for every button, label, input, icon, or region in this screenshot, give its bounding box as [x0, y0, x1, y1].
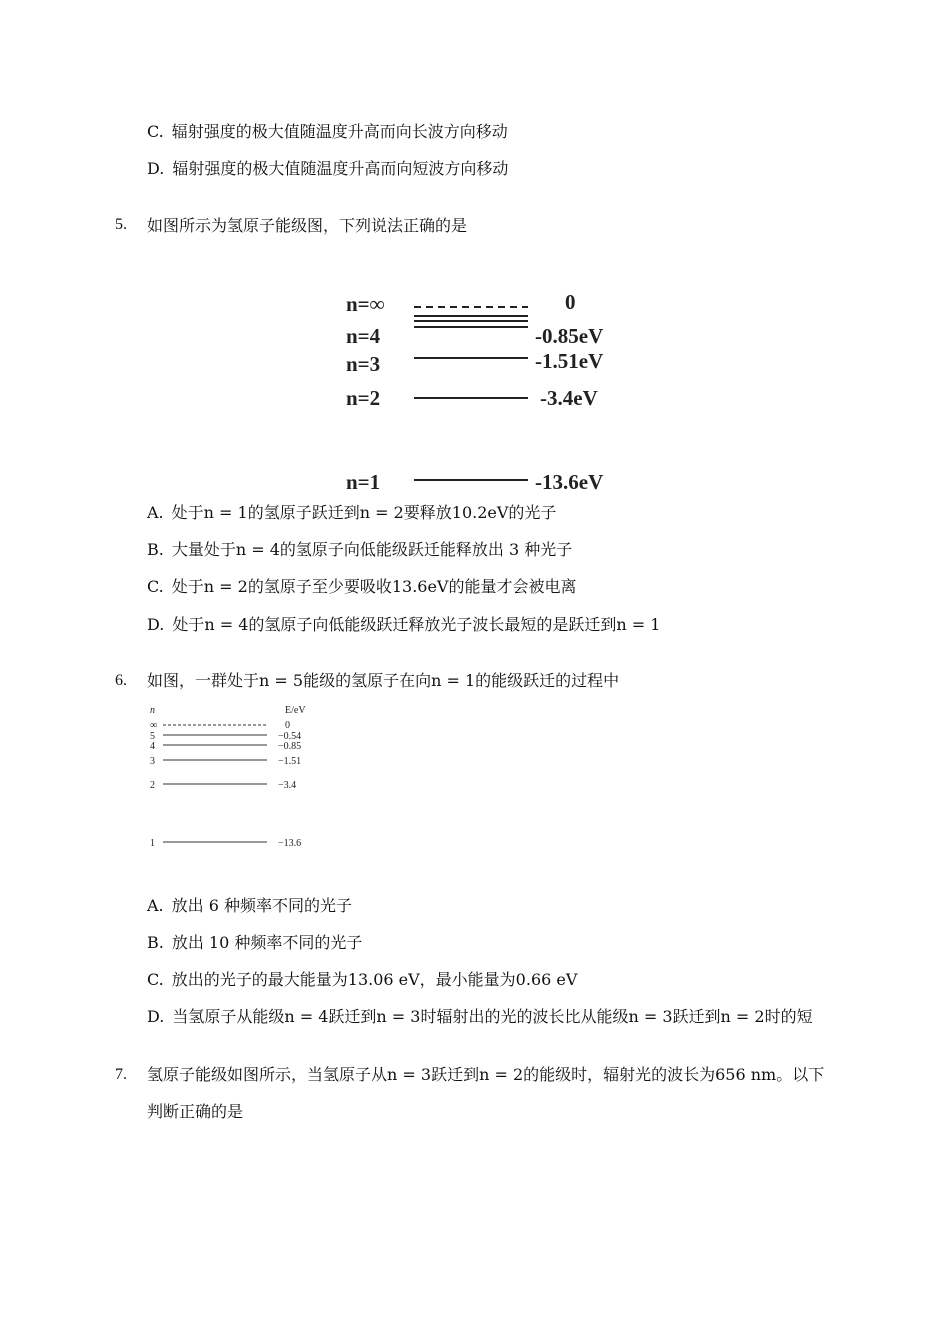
option-text: 放出 6 种频率不同的光子 — [171, 896, 352, 915]
q6-option-d — [147, 1007, 813, 1027]
q5-energy-label-inf: 0 — [565, 290, 576, 314]
option-text: 辐射强度的极大值随温度升高而向长波方向移动 — [171, 122, 508, 141]
q6-energy-label-1: −13.6 — [278, 838, 302, 849]
q6-level-label-5: 5 — [150, 731, 155, 742]
q5-option-c — [147, 577, 576, 597]
option-letter: C. — [147, 122, 164, 141]
option-letter: C. — [147, 970, 164, 989]
q6-level-label-3: 3 — [150, 756, 155, 767]
option-text: 处于n = 1的氢原子跃迁到n = 2要释放10.2eV的光子 — [171, 503, 557, 522]
q5-stem: 如图所示为氢原子能级图，下列说法正确的是 — [147, 216, 468, 235]
q5-energy-level-diagram — [330, 285, 630, 495]
q6-number: 6. — [115, 672, 127, 689]
q4-option-c — [147, 122, 508, 142]
q5-level-label-inf: n=∞ — [346, 292, 385, 316]
q5-option-a — [147, 503, 556, 523]
q4-option-d — [147, 159, 508, 179]
q6-energy-label-3: −1.51 — [278, 756, 302, 767]
q6-level-label-4: 4 — [150, 741, 155, 752]
q6-option-c — [147, 970, 577, 990]
q6-energy-label-4: −0.85 — [278, 741, 302, 752]
q5-energy-label-1: -13.6eV — [535, 470, 604, 494]
q5-level-label-4: n=4 — [346, 324, 381, 348]
q6-level-label-2: 2 — [150, 780, 155, 791]
option-letter: D. — [147, 1007, 165, 1026]
q7-number: 7. — [115, 1066, 127, 1083]
q5-energy-label-3: -1.51eV — [535, 349, 604, 373]
q5-option-b — [147, 540, 572, 560]
q6-level-label-1: 1 — [150, 838, 155, 849]
option-letter: A. — [147, 503, 164, 522]
option-letter: D. — [147, 159, 165, 178]
q6-option-a — [147, 896, 352, 916]
q6-energy-label-5: −0.54 — [278, 731, 302, 742]
q6-e-header: E/eV — [285, 705, 306, 716]
option-letter: B. — [147, 540, 164, 559]
q5-energy-label-4: -0.85eV — [535, 324, 604, 348]
q5-level-label-1: n=1 — [346, 470, 381, 494]
q7-stem-line2: 判断正确的是 — [147, 1102, 244, 1121]
option-letter: B. — [147, 933, 164, 952]
q5-level-label-2: n=2 — [346, 386, 381, 410]
option-letter: D. — [147, 615, 165, 634]
option-text: 处于n = 4的氢原子向低能级跃迁释放光子波长最短的是跃迁到n = 1 — [172, 615, 661, 634]
q6-level-label-inf: ∞ — [150, 720, 158, 731]
q6-n-header: n — [150, 705, 155, 716]
q6-energy-label-2: −3.4 — [278, 780, 297, 791]
option-letter: C. — [147, 577, 164, 596]
option-text: 辐射强度的极大值随温度升高而向短波方向移动 — [172, 159, 509, 178]
option-text: 放出的光子的最大能量为13.06 eV，最小能量为0.66 eV — [171, 970, 578, 989]
option-text: 放出 10 种频率不同的光子 — [171, 933, 363, 952]
option-text: 当氢原子从能级n = 4跃迁到n = 3时辐射出的光的波长比从能级n = 3跃迁到n = 2时的短 — [172, 1007, 813, 1026]
q6-energy-label-inf: 0 — [285, 720, 290, 731]
q5-number: 5. — [115, 216, 127, 233]
q6-energy-level-diagram — [145, 700, 345, 855]
option-text: 处于n = 2的氢原子至少要吸收13.6eV的能量才会被电离 — [171, 577, 577, 596]
q6-stem: 如图，一群处于n = 5能级的氢原子在向n = 1的能级跃迁的过程中 — [147, 671, 620, 690]
q5-energy-label-2: -3.4eV — [540, 386, 598, 410]
option-letter: A. — [147, 896, 164, 915]
option-text: 大量处于n = 4的氢原子向低能级跃迁能释放出 3 种光子 — [171, 540, 573, 559]
q7-stem-line1: 氢原子能级如图所示，当氢原子从n = 3跃迁到n = 2的能级时，辐射光的波长为656 nm。以下 — [147, 1065, 825, 1084]
q5-level-label-3: n=3 — [346, 352, 381, 376]
q5-option-d — [147, 615, 660, 635]
q6-option-b — [147, 933, 362, 953]
